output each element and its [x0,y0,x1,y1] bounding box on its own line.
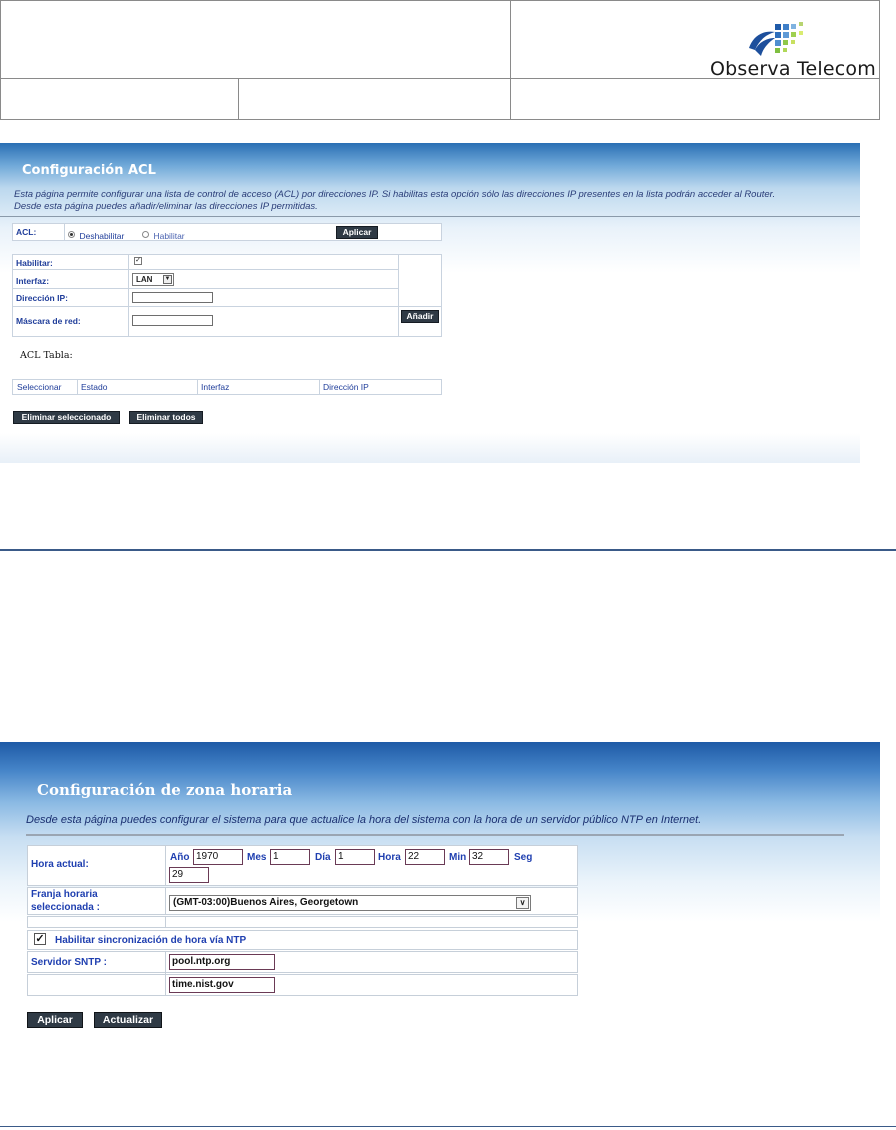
day-label: Día [315,852,331,863]
col-line [398,254,399,337]
col-line [128,254,129,337]
ntp-enable-checkbox[interactable]: ✓ [35,933,45,945]
month-label: Mes [247,852,267,863]
year-label: Año [170,852,190,863]
timezone-refresh-button[interactable]: Actualizar [94,1012,162,1028]
acl-mask-input[interactable] [132,315,213,326]
timezone-description: Desde esta página puedes configurar el sistema para que actualice la hora del sistema con la hora de un servidor público NTP en Internet. [26,814,702,826]
acl-mask-label: Máscara de red: [16,316,81,326]
acl-ip-label: Dirección IP: [16,293,68,303]
acl-separator [0,216,860,217]
header-divider-vertical-2 [238,78,239,120]
sntp-server-1-input[interactable]: pool.ntp.org [169,954,275,970]
acl-ip-input[interactable] [132,292,213,303]
zone-label-line1: Franja horaria [31,889,98,900]
timezone-apply-button[interactable]: Aplicar [27,1012,83,1028]
chevron-down-icon[interactable]: ▼ [164,276,171,282]
acl-title: Configuración ACL [22,163,156,178]
acl-enable-label: Habilitar [153,231,185,241]
acl-table-title: ACL Tabla: [20,350,73,361]
col-line [77,379,78,395]
page-bottom-rule [0,1126,896,1127]
acl-enable-field-label: Habilitar: [16,258,53,268]
col-line [165,916,166,928]
current-time-label: Hora actual: [31,859,89,870]
acl-col-select: Seleccionar [17,382,62,392]
hour-label: Hora [378,852,401,863]
acl-interface-select[interactable] [132,273,174,286]
delete-selected-button[interactable]: Eliminar seleccionado [13,411,120,424]
acl-disable-label: Deshabilitar [79,231,125,241]
col-line [165,887,166,915]
acl-add-button[interactable]: Añadir [401,310,439,323]
timezone-title: Configuración de zona horaria [37,781,293,799]
second-input[interactable]: 29 [169,867,209,883]
observa-logo [745,18,815,62]
logo-text: Observa Telecom [710,58,876,80]
col-line [197,379,198,395]
chevron-down-icon[interactable]: ∨ [516,897,529,909]
logo-mark-icon [745,18,815,62]
delete-all-button[interactable]: Eliminar todos [129,411,203,424]
zone-value: (GMT-03:00)Buenos Aires, Georgetown [173,897,359,908]
year-input[interactable]: 1970 [193,849,243,865]
acl-separator-cell [64,223,65,241]
acl-col-status: Estado [81,382,108,392]
acl-col-ip: Dirección IP [323,382,369,392]
day-input[interactable]: 1 [335,849,375,865]
acl-interface-label: Interfaz: [16,276,50,286]
acl-interface-value: LAN [136,275,153,284]
zone-select[interactable] [169,895,531,911]
second-label: Seg [514,852,533,863]
acl-description-1: Esta página permite configurar una lista de control de acceso (ACL) por direcciones IP. Si habilitas esta opción sólo las direcciones IP presentes en la lista podrán acceder al Router. [14,189,776,200]
hour-input[interactable]: 22 [405,849,445,865]
timezone-separator [26,834,844,836]
acl-radio-enable[interactable] [142,226,185,244]
sntp-server-2-input[interactable]: time.nist.gov [169,977,275,993]
blank-row [27,916,578,928]
acl-label: ACL: [16,227,37,237]
zone-label-line2: seleccionada : [31,902,100,913]
sntp-row-2 [27,974,578,996]
minute-label: Min [449,852,467,863]
month-input[interactable]: 1 [270,849,310,865]
col-line [165,845,166,886]
radio-selected-icon[interactable] [68,231,75,238]
col-line [319,379,320,395]
sntp-label: Servidor SNTP : [31,957,107,968]
row-line [12,306,442,307]
col-line [165,974,166,996]
acl-col-interface: Interfaz [201,382,230,392]
minute-input[interactable]: 32 [469,849,509,865]
header-divider-vertical [510,0,511,120]
ntp-enable-label: Habilitar sincronización de hora vía NTP [55,935,247,946]
acl-apply-button[interactable]: Aplicar [336,226,378,239]
acl-radio-disable[interactable] [68,226,124,244]
row-line [12,288,398,289]
acl-enable-checkbox[interactable]: ✓ [135,257,141,264]
page-separator [0,549,896,551]
sntp-row-1 [27,951,578,973]
acl-description-2: Desde esta página puedes añadir/eliminar las direcciones IP permitidas. [14,201,318,212]
radio-unselected-icon[interactable] [142,231,149,238]
row-line [12,269,398,270]
